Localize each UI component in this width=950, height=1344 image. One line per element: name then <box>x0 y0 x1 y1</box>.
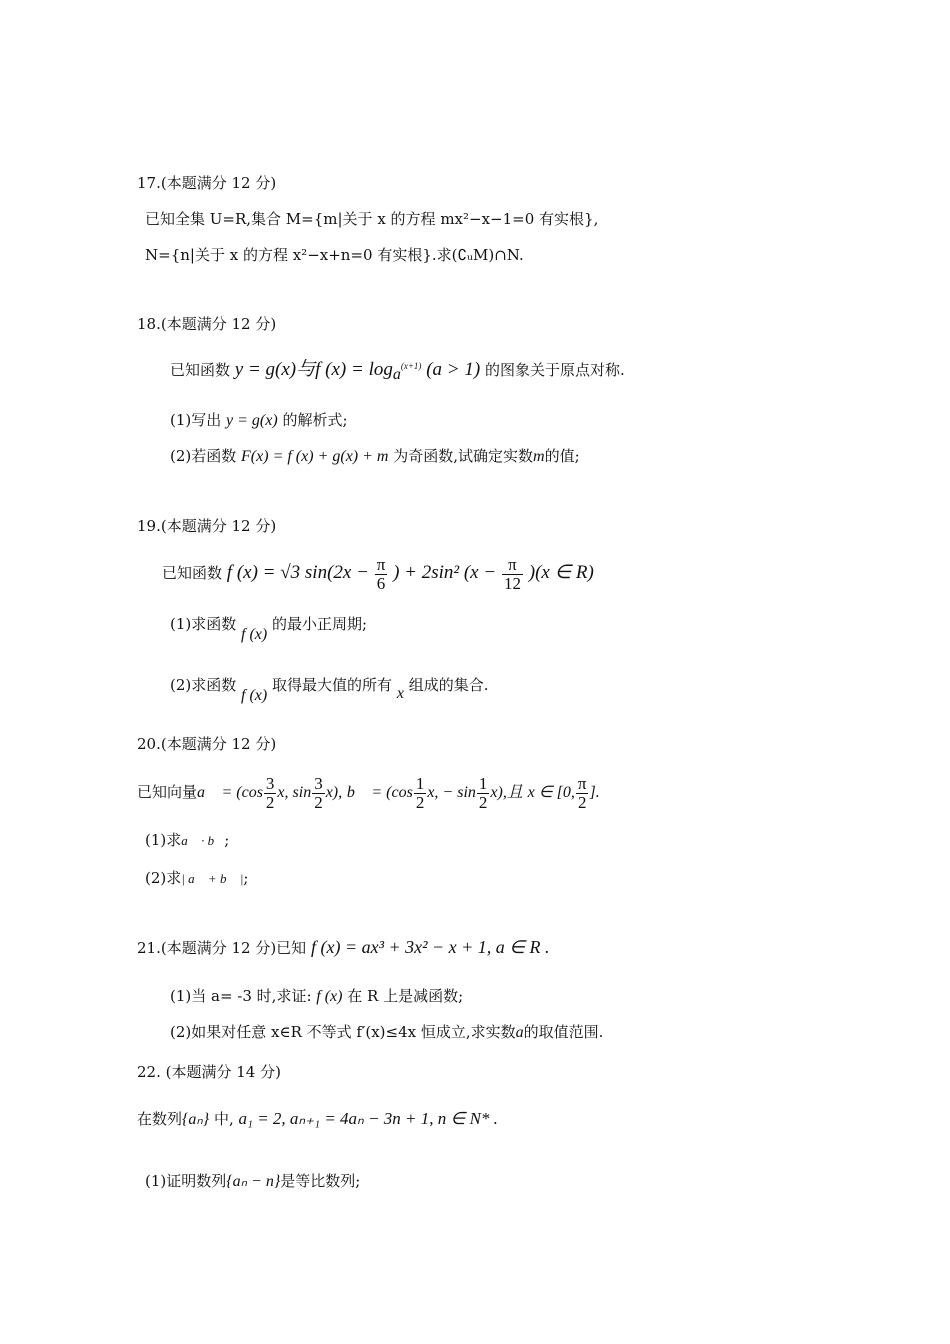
q20-end: ]. <box>589 784 600 801</box>
q18-part2-math: F(x) = f (x) + g(x) + m <box>241 448 389 465</box>
q20-mid3: x, − sin <box>427 784 476 801</box>
q22-intro-mid: 中, <box>213 1110 234 1128</box>
q21-part2-var: a <box>515 1024 524 1041</box>
q22-intro-prefix: 在数列 <box>137 1110 183 1128</box>
q19-title: 19.(本题满分 12 分) <box>137 517 277 535</box>
q17-line1: 已知全集 U=R,集合 M={m|关于 x 的方程 mx²−x−1=0 有实根}, <box>145 210 599 228</box>
q20-frac1 <box>264 775 277 812</box>
q19-frac1-den: 6 <box>376 573 386 593</box>
q20-mid4: x),且 <box>490 784 523 801</box>
q18-intro-exp: (x+1) <box>400 361 422 371</box>
q18-intro-prefix: 已知函数 <box>170 361 231 379</box>
q20-frac2-den: 2 <box>314 792 323 812</box>
q20-frac4-num: 1 <box>478 773 488 793</box>
q20-title: 20.(本题满分 12 分) <box>137 735 277 753</box>
q21-title: 21.(本题满分 12 分)已知 <box>137 939 307 957</box>
q19-part2-math: f (x) <box>241 687 268 704</box>
q21-part1-prefix: (1)当 a= -3 时,求证: <box>170 987 312 1005</box>
q19-intro-math-a: f (x) = √3 sin(2x − <box>226 562 369 583</box>
q18-part2-mid: 为奇函数,试确定实数 <box>393 447 534 465</box>
q19-frac1 <box>375 556 388 593</box>
q19-part1-math: f (x) <box>241 626 268 643</box>
q20-frac1-den: 2 <box>265 792 275 812</box>
q18-part2-prefix: (2)若函数 <box>170 447 237 465</box>
q21-intro <box>137 930 549 965</box>
q20-frac5 <box>576 775 589 812</box>
q19-intro-math-b: ) + 2sin² (x − <box>393 562 497 583</box>
q20-frac5-num: π <box>577 773 587 793</box>
q18-title: 18.(本题满分 12 分) <box>137 315 277 333</box>
q18-intro-suffix: 的图象关于原点对称. <box>484 361 625 379</box>
q19-frac2-num: π <box>502 556 523 575</box>
q20-vec-b: b⃗ = (cos <box>346 784 413 801</box>
q22-part1-suffix: 是等比数列; <box>280 1172 361 1190</box>
q19-intro-math-c: )(x ∈ R) <box>528 562 594 583</box>
q20-cond: x ∈ [0, <box>527 784 575 801</box>
q18-intro-cond: (a > 1) <box>426 359 481 380</box>
q21-part1 <box>170 986 463 1007</box>
q20-part1-math: a⃗ · b⃗ <box>181 833 225 848</box>
q19-part2-suffix: 组成的集合. <box>408 676 489 694</box>
q19-part2-prefix: (2)求函数 <box>170 676 237 694</box>
q20-frac2-num: 3 <box>314 773 323 793</box>
q18-part1-suffix: 的解析式; <box>282 411 348 429</box>
q20-part2 <box>145 868 248 889</box>
q19-intro <box>162 553 594 593</box>
q19-part2 <box>170 675 489 704</box>
q18-part2 <box>170 446 580 467</box>
q20-frac4-den: 2 <box>478 792 488 812</box>
q19-part1-prefix: (1)求函数 <box>170 615 237 633</box>
q20-mid1: x, sin <box>277 784 312 801</box>
q20-frac4 <box>477 775 490 812</box>
q19-part1-suffix: 的最小正周期; <box>272 615 368 633</box>
q20-part2-prefix: (2)求 <box>145 869 182 887</box>
q18-intro <box>170 356 625 385</box>
q20-intro-prefix: 已知向量 <box>137 783 198 801</box>
q22-part1-prefix: (1)证明数列 <box>145 1172 227 1190</box>
q18-part2-suffix: 的值; <box>544 447 580 465</box>
q20-frac1-num: 3 <box>265 773 275 793</box>
q21-part2 <box>170 1022 603 1043</box>
q20-frac3 <box>414 775 427 812</box>
q19-frac2 <box>502 556 523 593</box>
q22-intro <box>137 1102 498 1137</box>
q17-line2: N={n|关于 x 的方程 x²−x+n=0 有实根}.求(∁ᵤM)∩N. <box>145 246 524 264</box>
q20-frac3-num: 1 <box>415 773 425 793</box>
q22-part1 <box>145 1164 360 1199</box>
q20-part1 <box>145 830 229 851</box>
q20-vec-a: a⃗ = (cos <box>197 784 263 801</box>
q18-part2-var: m <box>533 448 545 465</box>
q18-intro-base: a <box>392 366 401 383</box>
q19-part2-var: x <box>396 685 404 702</box>
q21-part2-suffix: 的取值范围. <box>523 1023 604 1041</box>
q19-frac1-num: π <box>376 554 386 574</box>
q18-part1 <box>170 410 348 431</box>
q21-part1-suffix: 在 R 上是减函数; <box>347 987 464 1005</box>
q17-title: 17.(本题满分 12 分) <box>137 174 277 192</box>
q20-mid2: x), <box>325 784 343 801</box>
q20-frac3-den: 2 <box>415 792 425 812</box>
q19-frac2-den: 12 <box>503 573 521 593</box>
q21-part2: (2)如果对任意 x∈R 不等式 f′(x)≤4x 恒成立,求实数 <box>170 1023 516 1041</box>
q22-title: 22. (本题满分 14 分) <box>137 1063 281 1081</box>
q22-part1-math: {aₙ − n} <box>226 1173 281 1190</box>
q18-intro-math: y = g(x)与f (x) = log <box>234 359 393 380</box>
q20-part1-prefix: (1)求 <box>145 831 182 849</box>
q18-part1-prefix: (1)写出 <box>170 411 222 429</box>
q20-intro <box>137 772 600 813</box>
q20-part2-math: | a⃗ + b⃗ | <box>181 871 244 886</box>
q20-part1-suffix: ; <box>224 831 230 849</box>
q21-part1-math: f (x) <box>316 988 343 1005</box>
q20-frac5-den: 2 <box>577 792 587 812</box>
q21-intro-math: f (x) = ax³ + 3x² − x + 1, a ∈ R . <box>310 937 550 957</box>
q18-part1-math: y = g(x) <box>226 412 278 429</box>
q20-part2-suffix: ; <box>243 869 249 887</box>
q20-frac2 <box>312 775 325 812</box>
q19-part2-mid: 取得最大值的所有 <box>272 676 393 694</box>
q22-intro-math: a₁ = 2, aₙ₊₁ = 4aₙ − 3n + 1, n ∈ N* . <box>238 1109 498 1128</box>
q19-part1 <box>170 614 368 643</box>
q19-intro-prefix: 已知函数 <box>162 564 223 582</box>
q22-seq: {aₙ} <box>182 1111 210 1128</box>
